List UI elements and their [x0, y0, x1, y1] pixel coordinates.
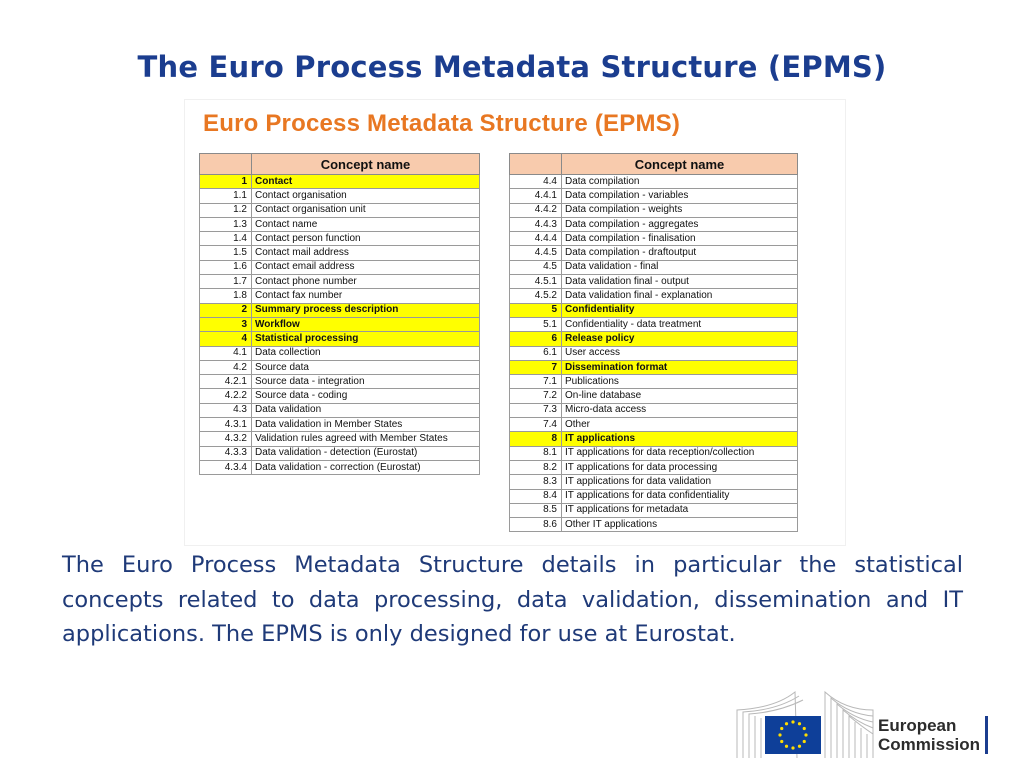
epms-table-right [509, 153, 798, 532]
concept-name: Data compilation - aggregates [562, 217, 798, 231]
concept-name: Source data - coding [252, 389, 480, 403]
concept-name: Data compilation - draftoutput [562, 246, 798, 260]
concept-name: Data compilation - variables [562, 189, 798, 203]
table-row [510, 475, 798, 489]
concept-number: 8.3 [510, 475, 562, 489]
eu-flag-icon [735, 688, 875, 760]
concept-number: 4.4.3 [510, 217, 562, 231]
concept-number: 1.1 [200, 189, 252, 203]
flag-star [778, 733, 781, 736]
concept-name: IT applications for data reception/collection [562, 446, 798, 460]
concept-number: 1.8 [200, 289, 252, 303]
concept-name: Validation rules agreed with Member States [252, 432, 480, 446]
table-row [200, 389, 480, 403]
concept-number: 5 [510, 303, 562, 317]
section-row [200, 332, 480, 346]
concept-number: 4.4.4 [510, 232, 562, 246]
table-row [510, 175, 798, 189]
concept-name: IT applications for data processing [562, 460, 798, 474]
concept-number: 1.7 [200, 275, 252, 289]
concept-number: 1.3 [200, 217, 252, 231]
table-row [200, 346, 480, 360]
table-row [510, 518, 798, 532]
concept-name: Summary process description [252, 303, 480, 317]
section-row [200, 175, 480, 189]
table-row [200, 360, 480, 374]
concept-number: 4.5.1 [510, 275, 562, 289]
table-row [200, 260, 480, 274]
concept-name: Confidentiality [562, 303, 798, 317]
table-row [200, 460, 480, 474]
number-column-header [200, 154, 252, 175]
concept-number: 4.2 [200, 360, 252, 374]
slide-title: The Euro Process Metadata Structure (EPMS) [137, 50, 887, 84]
table-row [200, 418, 480, 432]
table-row [510, 317, 798, 331]
table-row [200, 275, 480, 289]
section-row [510, 303, 798, 317]
table-row [200, 432, 480, 446]
table-row [510, 217, 798, 231]
concept-name-header: Concept name [252, 154, 480, 175]
figure-title: Euro Process Metadata Structure (EPMS) [203, 110, 681, 137]
epms-table-left [199, 153, 480, 475]
table-row [200, 375, 480, 389]
table-row [200, 246, 480, 260]
concept-number: 7.3 [510, 403, 562, 417]
concept-name: Statistical processing [252, 332, 480, 346]
concept-name: IT applications [562, 432, 798, 446]
concept-name: Contact organisation [252, 189, 480, 203]
table-row [510, 446, 798, 460]
table-row [510, 189, 798, 203]
concept-name: IT applications for metadata [562, 503, 798, 517]
concept-name: Contact person function [252, 232, 480, 246]
table-row [510, 289, 798, 303]
concept-number: 4.4 [510, 175, 562, 189]
concept-name: Other IT applications [562, 518, 798, 532]
concept-number: 7.2 [510, 389, 562, 403]
concept-number: 4.3.4 [200, 460, 252, 474]
flag-star [791, 720, 794, 723]
logo-line-1: European [878, 716, 957, 735]
flag-star [780, 740, 783, 743]
table-row [510, 346, 798, 360]
concept-name: On-line database [562, 389, 798, 403]
slide-body-text: The Euro Process Metadata Structure details in particular the statistical concepts related to data processing, data validation, dissemination and IT applications. The EPMS is only designed for use at Eurostat. [62, 552, 963, 647]
concept-number: 8.1 [510, 446, 562, 460]
concept-name: IT applications for data validation [562, 475, 798, 489]
logo-divider [985, 716, 988, 754]
concept-number: 4.4.5 [510, 246, 562, 260]
concept-name: Contact fax number [252, 289, 480, 303]
table-row [510, 389, 798, 403]
concept-number: 8.4 [510, 489, 562, 503]
section-row [510, 332, 798, 346]
flag-star [804, 733, 807, 736]
concept-number: 8.5 [510, 503, 562, 517]
concept-name: Contact name [252, 217, 480, 231]
section-row [200, 317, 480, 331]
concept-name: Micro-data access [562, 403, 798, 417]
concept-number: 4.3.1 [200, 418, 252, 432]
logo-line-2: Commission [878, 735, 981, 754]
concept-number: 4.5.2 [510, 289, 562, 303]
concept-name: Data compilation - weights [562, 203, 798, 217]
concept-name: Data validation [252, 403, 480, 417]
table-row [200, 217, 480, 231]
table-row [510, 489, 798, 503]
concept-number: 3 [200, 317, 252, 331]
concept-name: User access [562, 346, 798, 360]
concept-number: 4.3.2 [200, 432, 252, 446]
table-row [510, 275, 798, 289]
table-row [200, 403, 480, 417]
table-row [200, 446, 480, 460]
flag-star [785, 745, 788, 748]
concept-name-header: Concept name [562, 154, 798, 175]
concept-name: Source data - integration [252, 375, 480, 389]
concept-number: 7.4 [510, 418, 562, 432]
table-row [200, 189, 480, 203]
concept-name: Data validation final - output [562, 275, 798, 289]
table-row [510, 203, 798, 217]
concept-name: Workflow [252, 317, 480, 331]
concept-number: 2 [200, 303, 252, 317]
concept-name: Contact [252, 175, 480, 189]
section-row [510, 432, 798, 446]
concept-number: 7.1 [510, 375, 562, 389]
concept-number: 4.3.3 [200, 446, 252, 460]
concept-name: Confidentiality - data treatment [562, 317, 798, 331]
concept-number: 4.3 [200, 403, 252, 417]
table-row [510, 460, 798, 474]
flag-star [785, 722, 788, 725]
table-row [510, 246, 798, 260]
concept-name: Contact email address [252, 260, 480, 274]
table-row [510, 375, 798, 389]
european-commission-logo [735, 688, 995, 760]
epms-figure [185, 100, 845, 545]
concept-number: 1.5 [200, 246, 252, 260]
concept-name: Data validation in Member States [252, 418, 480, 432]
concept-name: Data validation - final [562, 260, 798, 274]
concept-name: Other [562, 418, 798, 432]
flag-star [780, 727, 783, 730]
concept-name: Release policy [562, 332, 798, 346]
concept-name: Data validation - detection (Eurostat) [252, 446, 480, 460]
table-row [510, 403, 798, 417]
flag-star [791, 746, 794, 749]
concept-number: 8.6 [510, 518, 562, 532]
concept-number: 4.4.1 [510, 189, 562, 203]
concept-number: 1.2 [200, 203, 252, 217]
concept-number: 4.2.2 [200, 389, 252, 403]
concept-name: Data compilation - finalisation [562, 232, 798, 246]
concept-name: Dissemination format [562, 360, 798, 374]
table-row [510, 418, 798, 432]
table-row [510, 232, 798, 246]
concept-name: Data compilation [562, 175, 798, 189]
table-row [510, 503, 798, 517]
table-row [200, 203, 480, 217]
concept-name: Data collection [252, 346, 480, 360]
table-row [510, 260, 798, 274]
concept-number: 8 [510, 432, 562, 446]
concept-number: 6 [510, 332, 562, 346]
concept-name: Contact phone number [252, 275, 480, 289]
flag-star [798, 745, 801, 748]
table-row [200, 232, 480, 246]
table-row [200, 289, 480, 303]
concept-name: Publications [562, 375, 798, 389]
section-row [200, 303, 480, 317]
concept-name: IT applications for data confidentiality [562, 489, 798, 503]
concept-number: 4.4.2 [510, 203, 562, 217]
concept-name: Data validation final - explanation [562, 289, 798, 303]
concept-number: 1.4 [200, 232, 252, 246]
concept-name: Contact organisation unit [252, 203, 480, 217]
concept-name: Source data [252, 360, 480, 374]
concept-name: Contact mail address [252, 246, 480, 260]
number-column-header [510, 154, 562, 175]
section-row [510, 360, 798, 374]
concept-number: 4.2.1 [200, 375, 252, 389]
concept-number: 1.6 [200, 260, 252, 274]
concept-number: 6.1 [510, 346, 562, 360]
flag-star [803, 727, 806, 730]
flag-star [803, 740, 806, 743]
concept-number: 7 [510, 360, 562, 374]
concept-number: 8.2 [510, 460, 562, 474]
concept-name: Data validation - correction (Eurostat) [252, 460, 480, 474]
concept-number: 5.1 [510, 317, 562, 331]
concept-number: 4.1 [200, 346, 252, 360]
concept-number: 4.5 [510, 260, 562, 274]
concept-number: 4 [200, 332, 252, 346]
flag-star [798, 722, 801, 725]
concept-number: 1 [200, 175, 252, 189]
